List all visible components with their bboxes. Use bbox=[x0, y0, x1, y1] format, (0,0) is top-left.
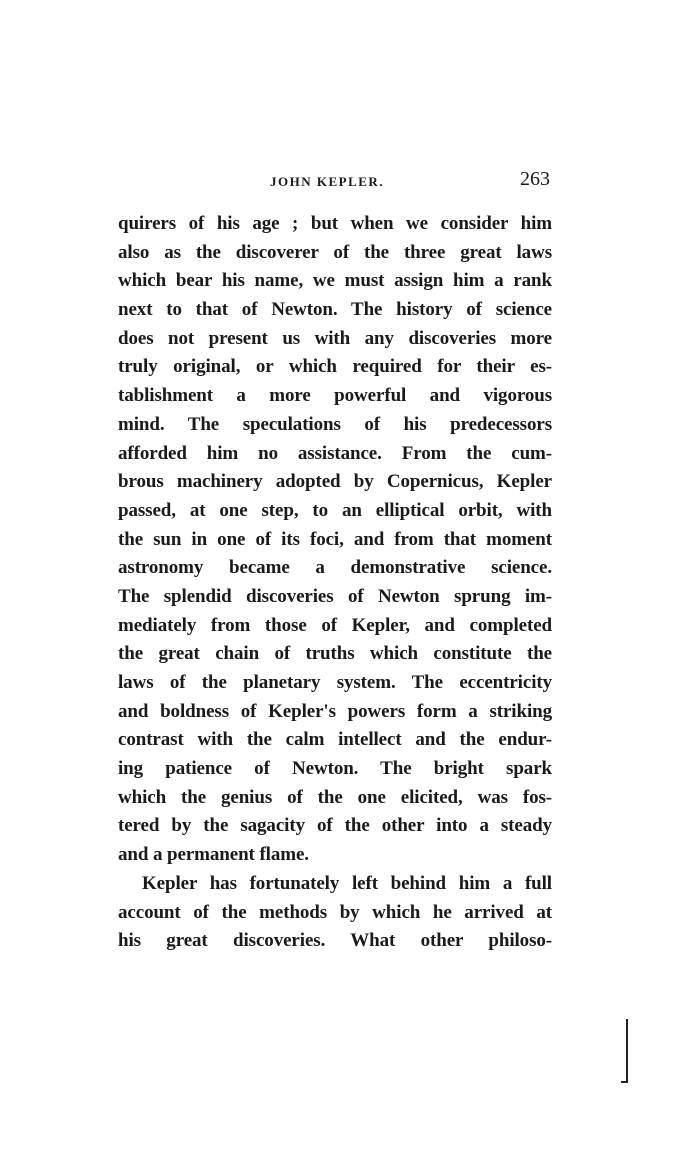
text-line: also as the discoverer of the three great laws bbox=[118, 241, 552, 263]
text-line: tered by the sagacity of the other into a steady bbox=[118, 815, 552, 837]
text-line: astronomy became a demonstrative science. bbox=[118, 557, 552, 579]
text-line: the great chain of truths which constitute the bbox=[118, 643, 552, 665]
text-line: truly original, or which required for their es- bbox=[118, 356, 552, 378]
text-line: laws of the planetary system. The eccentricity bbox=[118, 672, 552, 693]
text-line: does not present us with any discoveries more bbox=[118, 327, 552, 349]
text-line: the sun in one of its foci, and from that moment bbox=[118, 528, 552, 550]
page-number: 263 bbox=[520, 168, 550, 190]
text-line: brous machinery adopted by Copernicus, Kepler bbox=[118, 471, 552, 493]
text-line: and a permanent flame. bbox=[118, 844, 309, 866]
text-line: account of the methods by which he arrived at bbox=[118, 901, 552, 923]
text-line: passed, at one step, to an elliptical orbit, with bbox=[118, 499, 552, 521]
scan-margin-mark bbox=[626, 1019, 628, 1083]
scan-margin-mark-foot bbox=[621, 1081, 628, 1083]
text-line: and boldness of Kepler's powers form a striking bbox=[118, 700, 552, 722]
text-line: Kepler has fortunately left behind him a full bbox=[142, 872, 552, 894]
text-line: afforded him no assistance. From the cum- bbox=[118, 442, 552, 464]
running-title: JOHN KEPLER. bbox=[270, 174, 385, 189]
text-line: quirers of his age ; but when we consider him bbox=[118, 213, 552, 234]
body-text bbox=[118, 210, 552, 956]
text-line: mediately from those of Kepler, and completed bbox=[118, 614, 552, 636]
text-line: next to that of Newton. The history of science bbox=[118, 299, 552, 321]
text-line: which the genius of the one elicited, was fos- bbox=[118, 786, 552, 808]
text-line: which bear his name, we must assign him a rank bbox=[118, 270, 552, 292]
text-line: his great discoveries. What other philoso- bbox=[118, 930, 552, 952]
text-line: ing patience of Newton. The bright spark bbox=[118, 758, 552, 780]
text-line: contrast with the calm intellect and the endur- bbox=[118, 729, 552, 751]
text-line: tablishment a more powerful and vigorous bbox=[118, 385, 552, 407]
text-line: The splendid discoveries of Newton sprung im- bbox=[118, 585, 552, 607]
running-head bbox=[118, 168, 550, 194]
text-line: mind. The speculations of his predecessors bbox=[118, 413, 552, 435]
